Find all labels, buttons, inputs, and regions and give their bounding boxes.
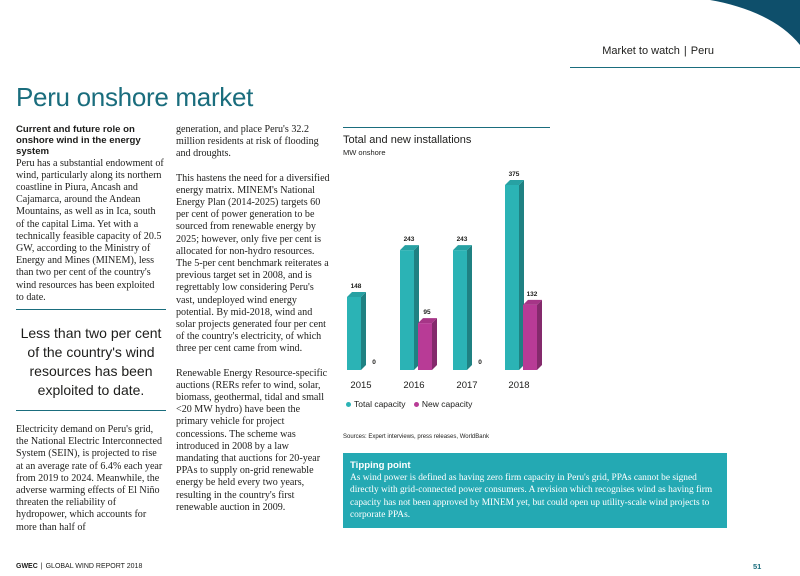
pull-quote: Less than two per cent of the country's wind resources has been exploited to date. bbox=[16, 309, 166, 411]
page-title: Peru onshore market bbox=[16, 82, 254, 112]
paragraph: generation, and place Peru's 32.2 million residents at risk of flooding and droughts. bbox=[176, 124, 319, 160]
bar-1-2016 bbox=[418, 323, 432, 370]
paragraph: Peru has a substantial endowment of wind, particularly along its northern coastline in Piura, Ancash and Cajamarca, around the Andean Mountains, as well as in Ica, south of the capital Lima. Yet with a technically feasible capacity of 20.5 GW, according to the Ministry of Energy and Mines (MINEM), less than two per cent of the country's wind resources has been exploited to date. bbox=[16, 157, 164, 303]
chart-sources: Sources: Expert interviews, press releases, WorldBank bbox=[343, 434, 489, 440]
footer bbox=[16, 563, 142, 570]
bar-side-1-2016 bbox=[432, 318, 437, 370]
tip-title: Tipping point bbox=[350, 460, 411, 471]
tipping-point-box bbox=[343, 453, 727, 528]
chart-subtitle: MW onshore bbox=[343, 148, 386, 157]
bar-0-2016 bbox=[400, 250, 414, 370]
legend-label: New capacity bbox=[421, 399, 473, 409]
section-heading: Current and future role on onshore wind in the energy system bbox=[16, 124, 141, 158]
legend-item-total bbox=[346, 399, 406, 409]
data-label: 243 bbox=[456, 236, 468, 244]
legend-item-new bbox=[414, 399, 473, 409]
data-label: 243 bbox=[403, 236, 415, 244]
header-separator: | bbox=[683, 45, 687, 57]
paragraph: Renewable Energy Resource-specific auctions (RERs refer to wind, solar, biomass, geothermal, tidal and small <20 MW hydro) have been the primary vehicle for project concessions. The scheme was introduced in 2008 by a law mandating that auctions for 20-year PPAs to supply on-grid renewable energy be held every two years, resulting in the country's first renewable auction in 2009. bbox=[176, 367, 328, 513]
bar-side-0-2017 bbox=[467, 245, 472, 370]
bar-0-2017 bbox=[453, 250, 467, 370]
x-tick-label: 2015 bbox=[350, 380, 372, 391]
footer-report: GLOBAL WIND REPORT 2018 bbox=[45, 563, 143, 570]
tip-body: As wind power is defined as having zero firm capacity in Peru's grid, PPAs cannot be signed directly with grid-connected power consumers. A revision which recognises wind as having firm capacity has not been approved by MINEM yet, but could open up utility-scale wind projects to corporate PPAs. bbox=[350, 473, 713, 520]
header-section: Market to watch bbox=[602, 45, 680, 57]
data-label: 0 bbox=[372, 359, 376, 366]
bar-side-0-2015 bbox=[361, 292, 366, 370]
data-label: 132 bbox=[526, 290, 538, 298]
x-tick-label: 2018 bbox=[508, 380, 530, 391]
bar-side-1-2018 bbox=[537, 300, 542, 370]
page-number: 51 bbox=[753, 562, 762, 571]
legend-dot-icon bbox=[346, 402, 351, 407]
data-label: 95 bbox=[423, 309, 431, 317]
x-tick-label: 2016 bbox=[403, 380, 425, 391]
paragraph: Electricity demand on Peru's grid, the National Electric Interconnected System (SEIN), is projected to rise at an average rate of 6.4% each year from 2019 to 2024. Meanwhile, the adverse warming effects of El Niño threaten the reliability of hydropower, which accounts for more than half of bbox=[16, 424, 163, 533]
bar-1-2018 bbox=[523, 305, 537, 370]
bar-0-2015 bbox=[347, 297, 361, 370]
data-label: 0 bbox=[478, 359, 482, 366]
bar-0-2018 bbox=[505, 185, 519, 370]
data-label: 375 bbox=[508, 171, 520, 178]
data-label: 148 bbox=[350, 282, 362, 290]
paragraph: This hastens the need for a diversified energy matrix. MINEM's National Energy Plan (2014-2025) targets 60 per cent of power generation to be sourced from renewable energy by 2025; however, only five per cent is allocated for non-hydro resources. The 5-per cent benchmark reiterates a previous target set in 2008, and is regrettably low considering Peru's vast, undeployed wind energy potential. By mid-2018, wind and solar projects generated four per cent of the country's electricity, of which three per cent came from wind. bbox=[176, 172, 330, 355]
legend-label: Total capacity bbox=[354, 399, 406, 409]
chart-title: Total and new installations bbox=[343, 134, 472, 146]
header-country: Peru bbox=[690, 45, 714, 57]
legend-dot-icon bbox=[414, 402, 419, 407]
x-tick-label: 2017 bbox=[456, 380, 478, 391]
chart-legend bbox=[346, 399, 478, 409]
footer-brand: GWEC bbox=[16, 563, 38, 570]
footer-separator: | bbox=[40, 563, 43, 570]
